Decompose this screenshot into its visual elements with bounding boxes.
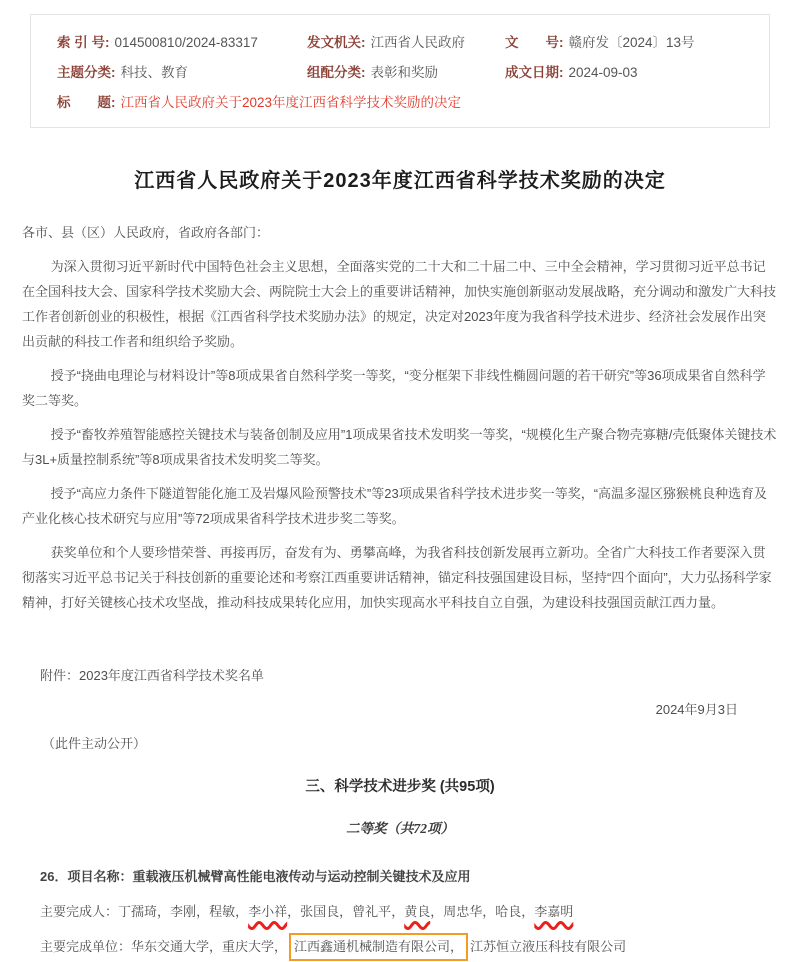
meta-field-value: 2024-09-03 bbox=[568, 65, 638, 80]
completer-name: 李刚 bbox=[170, 904, 197, 919]
meta-row bbox=[57, 58, 743, 88]
meta-row bbox=[57, 28, 743, 58]
meta-field-value: 赣府发〔2024〕13号 bbox=[568, 35, 695, 50]
meta-field bbox=[57, 28, 307, 58]
attachment-line: 附件：2023年度江西省科学技术奖名单 bbox=[40, 668, 264, 683]
document-date: 2024年9月3日 bbox=[655, 702, 738, 717]
completer-name: 丁孺琦 bbox=[118, 904, 158, 919]
disclosure-note: （此件主动公开） bbox=[42, 736, 147, 751]
document-meta-box bbox=[30, 14, 770, 128]
completers-list: 丁孺琦，李刚，程敏，李小祥，张国良，曾礼平，黄良，周忠华，哈良，李嘉明 bbox=[118, 904, 574, 919]
meta-field bbox=[57, 88, 743, 118]
body-paragraph: 为深入贯彻习近平新时代中国特色社会主义思想，全面落实党的二十大和二十届二中、三中全会精神，学习贯彻习近平总书记在全国科技大会、国家科学技术奖励大会、两院院士大会上的重要讲话精神，加快实施创新驱动发展战略，充分调动和激发广大科技工作者创新创业的积极性，根据《江西省科学技术奖励办法》的规定，决定对2023年度为我省科学技术进步、经济社会发展作出突出贡献的科技工作者和组织给予奖励。 bbox=[22, 259, 777, 349]
completer-name: 张国良 bbox=[300, 904, 340, 919]
meta-field-value: 江西省人民政府 bbox=[370, 35, 465, 50]
meta-field-value: 表彰和奖励 bbox=[370, 65, 438, 80]
completer-name-underlined: 李嘉明 bbox=[534, 904, 574, 919]
meta-field-value: 科技、教育 bbox=[120, 65, 188, 80]
section-heading: 三、科学技术进步奖 (共95项) bbox=[305, 779, 495, 795]
meta-row bbox=[57, 88, 743, 118]
unit-name: 华东交通大学， bbox=[131, 939, 223, 954]
completer-name: 程敏 bbox=[209, 904, 236, 919]
meta-rows bbox=[57, 28, 743, 118]
units-label: 主要完成单位： bbox=[40, 939, 132, 954]
completers-label: 主要完成人： bbox=[40, 904, 119, 919]
body-paragraph: 授予“高应力条件下隧道智能化施工及岩爆风险预警技术”等23项成果省科学技术进步奖一等奖，“高温多湿区猕猴桃良种选育及产业化核心技术研究与应用”等72项成果省科学技术进步奖二等奖。 bbox=[22, 486, 768, 526]
unit-name: 重庆大学， bbox=[222, 939, 288, 954]
award-item-26 bbox=[40, 862, 778, 962]
meta-field bbox=[307, 58, 505, 88]
meta-field-label: 成文日期: bbox=[505, 65, 564, 80]
completer-name-underlined: 李小祥 bbox=[248, 904, 288, 919]
meta-field-value: 江西省人民政府关于2023年度江西省科学技术奖励的决定 bbox=[120, 95, 462, 110]
meta-field bbox=[307, 28, 505, 58]
completer-name: 曾礼平 bbox=[352, 904, 392, 919]
meta-field bbox=[57, 58, 307, 88]
units-list bbox=[131, 939, 626, 954]
completer-name: 哈良 bbox=[495, 904, 522, 919]
body-paragraphs bbox=[22, 220, 778, 615]
award-project-line: 26．项目名称：重载液压机械臂高性能电液传动与运动控制关键技术及应用 bbox=[40, 869, 471, 884]
subsection-heading: 二等奖（共72项） bbox=[346, 821, 454, 836]
body-paragraph: 授予“畜牧养殖智能感控关键技术与装备创制及应用”1项成果省技术发明奖一等奖，“规模化生产聚合物壳寡糖/壳低聚体关键技术与3L+质量控制系统”等8项成果省技术发明奖二等奖。 bbox=[22, 427, 777, 467]
award-completers-line bbox=[40, 897, 778, 927]
meta-field bbox=[505, 58, 743, 88]
meta-field-label: 标 题: bbox=[57, 95, 116, 110]
document-body bbox=[22, 220, 778, 962]
meta-field-label: 组配分类: bbox=[307, 65, 366, 80]
meta-field-value: 014500810/2024-83317 bbox=[114, 35, 258, 50]
unit-name: 江苏恒立液压科技有限公司 bbox=[470, 939, 627, 954]
completer-name: 周忠华 bbox=[443, 904, 483, 919]
body-paragraph: 授予“挠曲电理论与材料设计”等8项成果省自然科学奖一等奖，“变分框架下非线性椭圆问题的若干研究”等36项成果省自然科学奖二等奖。 bbox=[22, 368, 766, 408]
meta-field bbox=[505, 28, 743, 58]
meta-field-label: 发文机关: bbox=[307, 35, 366, 50]
meta-field-label: 文 号: bbox=[505, 35, 564, 50]
body-paragraph: 获奖单位和个人要珍惜荣誉、再接再厉，奋发有为、勇攀高峰，为我省科技创新发展再立新功。全省广大科技工作者要深入贯彻落实习近平总书记关于科技创新的重要论述和考察江西重要讲话精神，锚定科技强国建设目标，坚持“四个面向”，大力弘扬科学家精神，打好关键核心技术攻坚战，推动科技成果转化应用，加快实现高水平科技自立自强，为建设科技强国贡献江西力量。 bbox=[22, 545, 772, 610]
body-paragraph: 各市、县（区）人民政府，省政府各部门： bbox=[22, 225, 270, 240]
unit-name-boxed: 江西鑫通机械制造有限公司， bbox=[289, 933, 468, 961]
completer-name-underlined: 黄良 bbox=[404, 904, 431, 919]
award-units-line bbox=[40, 932, 778, 962]
page-title: 江西省人民政府关于2023年度江西省科学技术奖励的决定 bbox=[134, 170, 666, 192]
meta-field-label: 主题分类: bbox=[57, 65, 116, 80]
meta-field-label: 索 引 号: bbox=[57, 35, 110, 50]
